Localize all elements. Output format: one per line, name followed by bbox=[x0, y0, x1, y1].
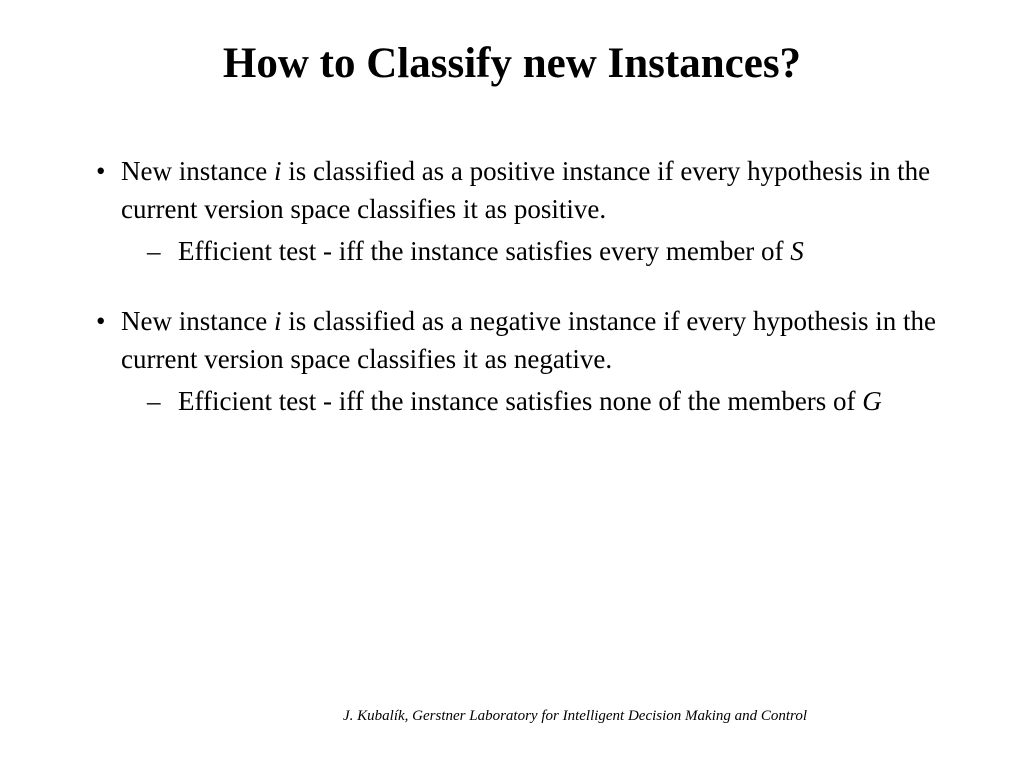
sub-variable: S bbox=[790, 236, 804, 266]
bullet-text-post: is classified as a negative instance if every hypothesis in the current version space classifies it as negative. bbox=[121, 306, 937, 374]
bullet-text-pre: New instance bbox=[121, 156, 274, 186]
bullet-text-pre: New instance bbox=[121, 306, 274, 336]
bullet-variable: i bbox=[273, 306, 282, 336]
sub-variable: G bbox=[862, 386, 882, 416]
slide-title: How to Classify new Instances? bbox=[222, 40, 802, 87]
bullet-list bbox=[96, 152, 956, 420]
sub-item-negative-test bbox=[147, 382, 956, 420]
bullet-item-positive bbox=[96, 152, 956, 228]
bullet-item-negative bbox=[96, 302, 956, 378]
slide-footer: J. Kubalík, Gerstner Laboratory for Intelligent Decision Making and Control bbox=[343, 708, 807, 724]
sub-marker: – bbox=[147, 386, 161, 416]
sub-text: Efficient test - iff the instance satisfies every member of bbox=[178, 236, 791, 266]
sub-item-positive-test bbox=[147, 232, 956, 270]
bullet-text-post: is classified as a positive instance if every hypothesis in the current version space classifies it as positive. bbox=[121, 156, 931, 224]
bullet-variable: i bbox=[273, 156, 282, 186]
spacer bbox=[96, 270, 956, 302]
bullet-marker: • bbox=[96, 306, 106, 336]
sub-marker: – bbox=[147, 236, 161, 266]
bullet-marker: • bbox=[96, 156, 106, 186]
sub-text: Efficient test - iff the instance satisfies none of the members of bbox=[178, 386, 863, 416]
